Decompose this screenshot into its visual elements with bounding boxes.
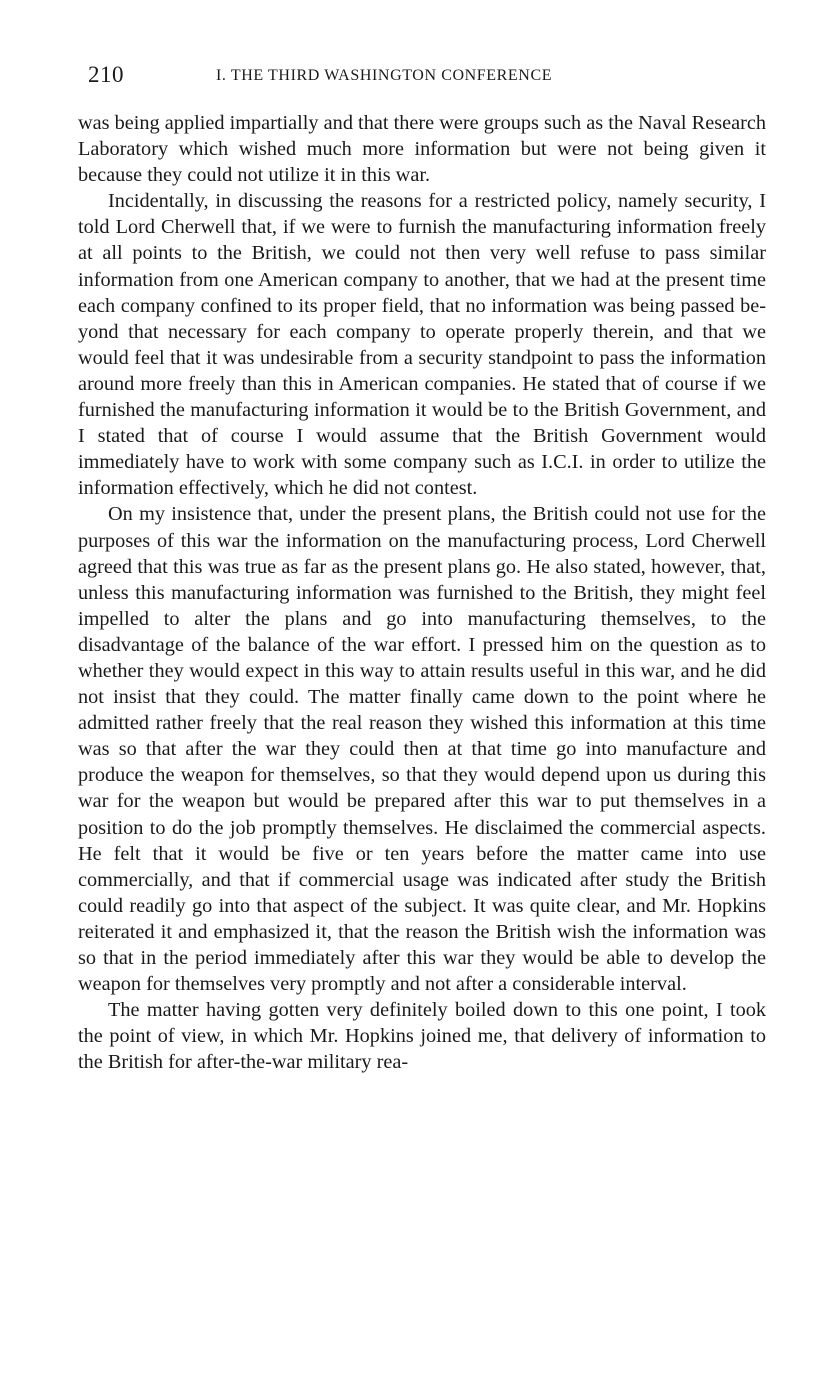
page-number: 210 xyxy=(88,62,124,87)
running-head xyxy=(78,62,766,96)
paragraph: On my insistence that, under the present plans, the British could not use for the purposes of this war the information on the manufacturing process, Lord Cherwell agreed that this was true as far as the present plans go. He also stated, however, that, unless this manufacturing information was furnished to the British, they might feel impelled to alter the plans and go into manufacturing themselves, to the disadvantage of the balance of the war effort. I pressed him on the question as to whether they would expect in this way to attain results useful in this war, and he did not insist that they could. The matter finally came down to the point where he admitted rather freely that the real reason they wished this information at this time was so that after the war they could then at that time go into manufacture and produce the weapon for themselves, so that they would depend upon us during this war for the weapon but would be prepared after this war to put themselves in a position to do the job promptly themselves. He disclaimed the commercial aspects. He felt that it would be five or ten years before the matter came into use commercially, and that if commercial usage was indicated after study the British could readily go into that aspect of the subject. It was quite clear, and Mr. Hopkins reiterated it and emphasized it, that the reason the British wish the information was so that in the period immediately after this war they would be able to develop the weapon for themselves very promptly and not after a considerable interval. xyxy=(78,503,766,996)
book-page xyxy=(78,62,766,1075)
paragraph: Incidentally, in discussing the reasons for a restricted policy, namely security, I told Lord Cherwell that, if we were to furnish the manufacturing information freely at all points to the British, we could not then very well refuse to pass similar information from one American company to another, that we had at the present time each company confined to its proper field, that no information was being passed beyond that necessary for each company to operate properly therein, and that we would feel that it was undesirable from a security standpoint to pass the information around more freely than this in American companies. He stated that of course if we furnished the manufacturing information it would be to the British Government, and I stated that of course I would assume that the British Government would immediately have to work with some company such as I.C.I. in order to utilize the information effectively, which he did not contest. xyxy=(78,190,766,500)
chapter-title: I. THE THIRD WASHINGTON CONFERENCE xyxy=(216,67,553,84)
paragraph-continued: was being applied impartially and that there were groups such as the Naval Research Laboratory which wished much more information but were not being given it because they could not utilize it in this war. xyxy=(78,112,766,187)
body-text xyxy=(78,110,766,1075)
paragraph: The matter having gotten very definitely boiled down to this one point, I took the point of view, in which Mr. Hopkins joined me, that delivery of information to the British for after-the-war military rea- xyxy=(78,999,766,1074)
